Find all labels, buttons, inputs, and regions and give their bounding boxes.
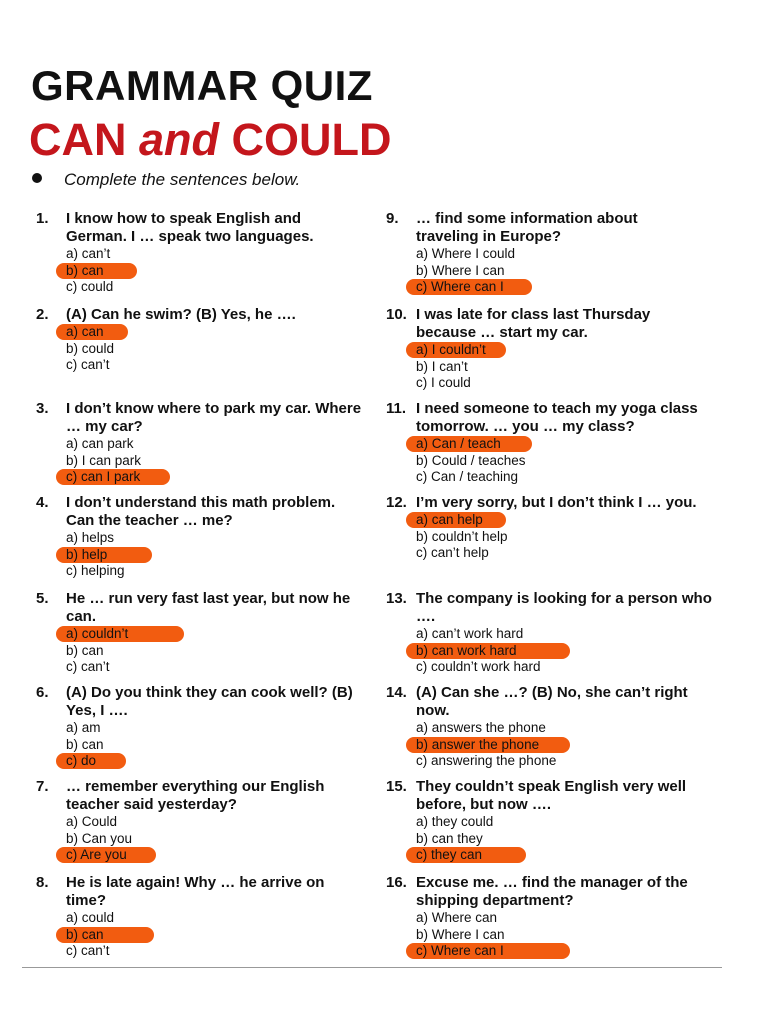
answer-text: b) could [66,340,115,356]
answer-text: b) can they [416,830,483,846]
question-stem: I don’t know where to park my car. Where … my car? [66,400,362,435]
answer-option [416,927,726,944]
answer-text: c) helping [66,563,125,578]
question-stem: … remember everything our English teacher said yesterday? [66,778,325,813]
answer-option [66,643,376,660]
answer-option-marked [416,512,726,529]
question-number: 7. [36,778,49,795]
answer-text: b) can [66,736,104,752]
question-body [416,210,726,296]
question-body [66,874,376,960]
answer-option [416,375,726,392]
answer-text: a) answers the phone [416,720,546,735]
question-number: 8. [36,874,49,891]
quiz-subtitle [29,114,392,166]
answer-option [416,626,726,643]
question-stem: I was late for class last Thursday because … start my car. [416,306,651,341]
question-number: 1. [36,210,49,227]
instruction-text: Complete the sentences below. [64,170,301,189]
answer-option [66,737,376,754]
question-stem: I need someone to teach my yoga class tomorrow. … you … my class? [416,400,698,435]
answer-option [416,753,726,770]
answer-text: c) do [66,753,97,768]
answer-text: a) can’t [66,246,111,261]
answer-text: a) helps [66,530,115,545]
answer-option [66,246,376,263]
answer-options [416,342,726,392]
answer-options [416,626,726,676]
question-number: 3. [36,400,49,417]
answer-option [66,720,376,737]
answer-option-marked [66,753,376,770]
answer-option [66,453,376,470]
answer-option [66,831,376,848]
answer-text: b) can [66,642,104,658]
answer-option [416,529,726,546]
answer-text: a) Can / teach [416,436,501,451]
question-body [416,684,726,770]
answer-options [66,910,376,960]
question-stem: I know how to speak English and German. I … speak two languages. [66,210,314,245]
answer-option-marked [416,342,726,359]
answer-options [416,246,726,296]
answer-text: c) can’t [66,943,110,958]
answer-text: a) I couldn’t [416,342,486,357]
question-number: 13. [386,590,407,607]
answer-option-marked [416,643,726,660]
answer-text: b) can [66,926,104,942]
answer-text: a) they could [416,814,494,829]
answer-text: c) can I park [66,469,141,484]
answer-text: b) answer the phone [416,736,540,752]
quiz-title: GRAMMAR QUIZ [31,62,373,109]
answer-text: b) can work hard [416,642,517,658]
question-body [66,494,376,580]
answer-options [66,324,376,374]
answer-options [66,720,376,770]
answer-options [66,530,376,580]
question-number: 16. [386,874,407,891]
answer-text: a) Could [66,814,118,829]
question-stem: He … run very fast last year, but now he can. [66,590,351,625]
question-body [416,590,726,676]
question-body [66,210,376,296]
answer-text: a) can’t work hard [416,626,524,641]
answer-options [416,436,726,486]
answer-options [66,626,376,676]
answer-text: b) Where I can [416,262,505,278]
answer-option [66,530,376,547]
answer-option [66,563,376,580]
answer-options [66,814,376,864]
answer-text: a) am [66,720,101,735]
question-body [66,400,376,486]
answer-option [66,436,376,453]
answer-option [416,814,726,831]
answer-option [66,910,376,927]
question-number: 4. [36,494,49,511]
question-number: 6. [36,684,49,701]
answer-option [416,453,726,470]
question-number: 11. [386,400,407,417]
answer-option-marked [66,324,376,341]
question-number: 12. [386,494,407,511]
question-number: 15. [386,778,407,795]
question-body [416,874,726,960]
answer-options [416,814,726,864]
subtitle-can: CAN [29,114,139,165]
answer-option [66,341,376,358]
answer-text: b) help [66,546,108,562]
answer-option [416,359,726,376]
answer-text: b) can [66,262,104,278]
answer-text: c) Where can I [416,279,504,294]
answer-option [416,246,726,263]
question-body [66,590,376,676]
question-number: 10. [386,306,407,323]
answer-options [416,512,726,562]
subtitle-and: and [139,114,220,165]
answer-option-marked [66,469,376,486]
question-stem: I don’t understand this math problem. Can the teacher … me? [66,494,336,529]
answer-text: c) couldn’t work hard [416,659,541,674]
answer-option [416,263,726,280]
question-body [416,306,726,392]
answer-option [416,659,726,676]
question-body [66,306,376,374]
question-stem: I’m very sorry, but I don’t think I … you. [416,494,697,511]
answer-text: a) Where I could [416,246,516,261]
answer-text: c) they can [416,847,483,862]
answer-option [416,910,726,927]
answer-option-marked [416,279,726,296]
answer-option-marked [66,547,376,564]
answer-text: a) could [66,910,115,925]
question-stem: (A) Do you think they can cook well? (B) Yes, I …. [66,684,353,719]
answer-text: a) couldn’t [66,626,129,641]
answer-options [66,246,376,296]
answer-option [66,279,376,296]
answer-text: c) Are you [66,847,127,862]
answer-text: c) Where can I [416,943,504,958]
answer-text: c) could [66,279,114,294]
answer-option [416,545,726,562]
question-stem: … find some information about traveling in Europe? [416,210,638,245]
question-body [416,778,726,864]
answer-option [416,469,726,486]
question-number: 2. [36,306,49,323]
question-number: 9. [386,210,399,227]
question-body [66,778,376,864]
answer-option [66,943,376,960]
bottom-divider [22,967,722,968]
question-number: 5. [36,590,49,607]
subtitle-could: COULD [219,114,392,165]
answer-text: c) can’t [66,659,110,674]
answer-text: b) Where I can [416,926,505,942]
bullet-icon [32,173,42,183]
question-body [416,494,726,562]
answer-option [66,357,376,374]
answer-options [416,720,726,770]
question-stem: He is late again! Why … he arrive on time? [66,874,325,909]
answer-option [66,659,376,676]
answer-text: a) can [66,324,104,339]
answer-option-marked [66,847,376,864]
answer-option-marked [416,847,726,864]
answer-text: c) answering the phone [416,753,557,768]
answer-text: b) I can park [66,452,142,468]
answer-text: b) I can’t [416,358,468,374]
answer-text: c) Can / teaching [416,469,519,484]
answer-text: b) couldn’t help [416,528,508,544]
answer-option-marked [416,737,726,754]
question-stem: (A) Can he swim? (B) Yes, he …. [66,306,296,323]
answer-text: a) Where can [416,910,498,925]
answer-text: b) Can you [66,830,133,846]
answer-text: a) can help [416,512,483,527]
question-stem: The company is looking for a person who …. [416,590,712,625]
answer-option [66,814,376,831]
answer-text: a) can park [66,436,134,451]
question-stem: Excuse me. … find the manager of the shipping department? [416,874,688,909]
answer-option [416,831,726,848]
answer-option-marked [66,263,376,280]
question-body [66,684,376,770]
answer-option-marked [66,927,376,944]
answer-option [416,720,726,737]
answer-option-marked [66,626,376,643]
answer-text: c) I could [416,375,471,390]
question-body [416,400,726,486]
answer-text: c) can’t [66,357,110,372]
question-stem: They couldn’t speak English very well before, but now …. [416,778,687,813]
answer-option-marked [416,943,726,960]
question-number: 14. [386,684,407,701]
answer-text: b) Could / teaches [416,452,526,468]
answer-options [416,910,726,960]
instruction [32,170,300,190]
answer-option-marked [416,436,726,453]
answer-options [66,436,376,486]
answer-text: c) can’t help [416,545,489,560]
question-stem: (A) Can she …? (B) No, she can’t right now. [416,684,688,719]
